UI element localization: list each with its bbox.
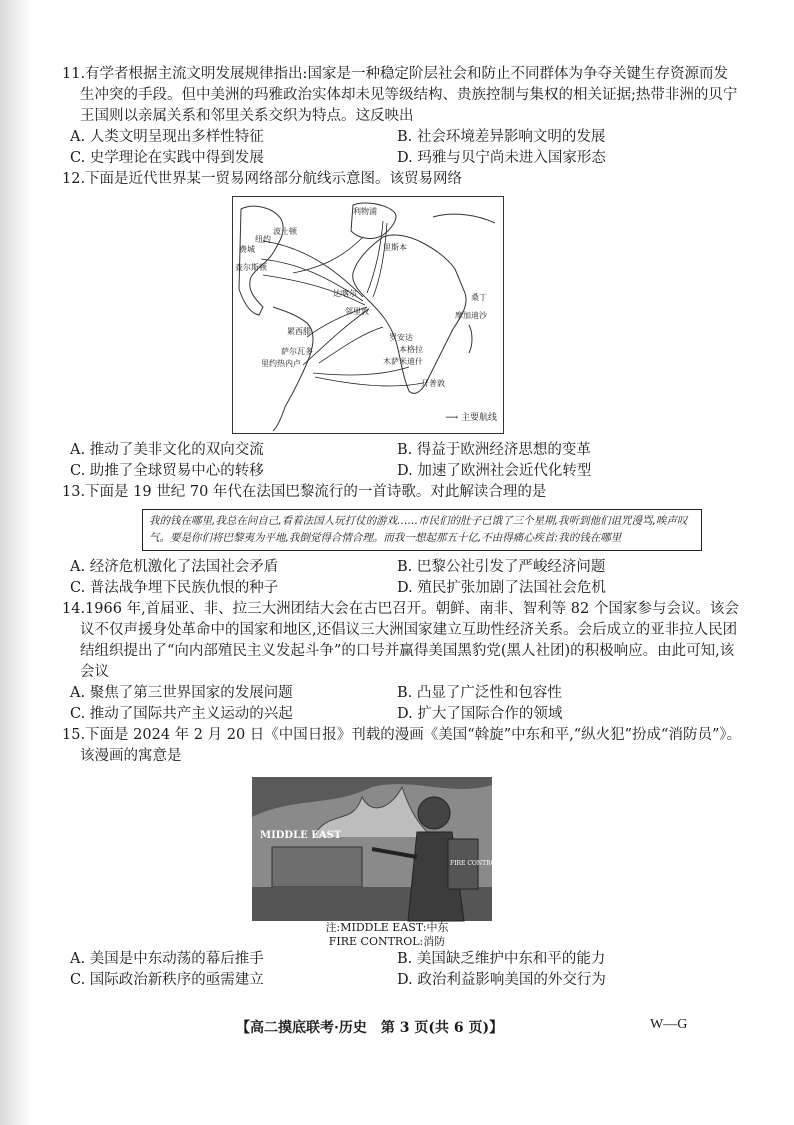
map-legend bbox=[445, 408, 497, 429]
map-label: 费城 bbox=[239, 245, 255, 254]
options bbox=[62, 127, 742, 169]
legend-label: 主要航线 bbox=[460, 413, 497, 423]
footer-code: W—G bbox=[650, 1017, 688, 1032]
question-13 bbox=[62, 482, 742, 599]
map-label: 本格拉 bbox=[399, 345, 423, 354]
map-label: 纽约 bbox=[255, 235, 271, 244]
option-a[interactable]: A. 人类文明呈现出多样性特征 bbox=[70, 129, 264, 145]
cartoon-label-middle-east: MIDDLE EAST bbox=[260, 830, 342, 841]
question-12 bbox=[62, 169, 742, 482]
cartoon-image bbox=[252, 777, 500, 921]
map-label: 罗安达 bbox=[389, 333, 413, 342]
map-label: 萨尔瓦多 bbox=[281, 347, 313, 356]
question-stem: 12.下面是近代世界某一贸易网络部分航线示意图。该贸易网络 bbox=[62, 171, 463, 187]
trade-route-map bbox=[232, 196, 504, 434]
question-15 bbox=[62, 725, 742, 991]
cartoon-drawing bbox=[252, 777, 492, 921]
arrow-icon: ⟶ bbox=[445, 413, 459, 423]
question-stem: 11.有学者根据主流文明发展规律指出:国家是一种稳定阶层社会和防止不同群体为争夺关键生存资源而发生冲突的手段。但中美洲的玛雅政治实体却未见等级结构、贵族控制与集权的相关证据;热带非洲的贝宁王国则以亲属关系和邻里关系交织为特点。这反映出 bbox=[62, 66, 738, 124]
question-14 bbox=[62, 599, 742, 725]
map-label: 里斯本 bbox=[383, 243, 407, 252]
option-b[interactable]: B. 凸显了广泛性和包容性 bbox=[397, 685, 562, 701]
footer-title: 【高二摸底联考·历史 第 3 页(共 6 页)】 bbox=[236, 1020, 504, 1036]
cartoon-note bbox=[32, 921, 742, 949]
option-a[interactable]: A. 聚焦了第三世界国家的发展问题 bbox=[70, 685, 293, 701]
option-c[interactable]: C. 助推了全球贸易中心的转移 bbox=[70, 463, 264, 479]
map-label: 累西腓 bbox=[287, 327, 311, 336]
map-label: 邻里敦 bbox=[345, 307, 369, 316]
question-content bbox=[62, 64, 742, 991]
option-d[interactable]: D. 玛雅与贝宁尚未进入国家形态 bbox=[397, 150, 606, 166]
map-label: 查尔斯顿 bbox=[235, 263, 267, 272]
option-a[interactable]: A. 推动了美非文化的双向交流 bbox=[70, 442, 264, 458]
map-label: 木萨米迪什 bbox=[383, 357, 423, 366]
option-d[interactable]: D. 政治利益影响美国的外交行为 bbox=[397, 972, 606, 988]
poem-box: 我的钱在哪里,我总在问自己,看着法国人玩打仗的游戏……市民们的肚子已饿了三个星期,我听到他们诅咒漫骂,唉声叹气。要是你们将巴黎夷为平地,我倒觉得合情合理。而我一想起那五十亿,不由得痛心疾首:我的钱在哪里 bbox=[142, 509, 702, 551]
option-b[interactable]: B. 得益于欧洲经济思想的变革 bbox=[397, 442, 591, 458]
option-a[interactable]: A. 经济危机激化了法国社会矛盾 bbox=[70, 559, 279, 575]
option-b[interactable]: B. 社会环境差异影响文明的发展 bbox=[397, 129, 606, 145]
options bbox=[62, 557, 742, 599]
map-label: 摩加迪沙 bbox=[455, 311, 487, 320]
options bbox=[62, 683, 742, 725]
option-d[interactable]: D. 扩大了国际合作的领域 bbox=[397, 706, 563, 722]
option-c[interactable]: C. 推动了国际共产主义运动的兴起 bbox=[70, 706, 293, 722]
option-b[interactable]: B. 巴黎公社引发了严峻经济问题 bbox=[397, 559, 606, 575]
map-label: 利物浦 bbox=[353, 207, 377, 216]
option-c[interactable]: C. 史学理论在实践中得到发展 bbox=[70, 150, 264, 166]
options bbox=[62, 440, 742, 482]
question-stem: 13.下面是 19 世纪 70 年代在法国巴黎流行的一首诗歌。对此解读合理的是 bbox=[62, 484, 547, 500]
map-label: 开普敦 bbox=[421, 379, 445, 388]
scan-edge bbox=[0, 0, 34, 1125]
options bbox=[62, 949, 742, 991]
question-stem: 14.1966 年,首届亚、非、拉三大洲团结大会在古巴召开。朝鲜、南非、智利等 82 个国家参与会议。该会议不仅声援身处革命中的国家和地区,还倡议三大洲国家建立互助性经济关系。会后成立的亚非拉人民团结组织提出了“向内部殖民主义发起斗争”的口号并赢得美国黑豹党(黑人社团)的积极响应。由此可知,该会议 bbox=[62, 601, 739, 680]
option-d[interactable]: D. 殖民扩张加剧了法国社会危机 bbox=[397, 580, 606, 596]
map-label: 波士顿 bbox=[273, 227, 297, 236]
map-label: 达喀尔 bbox=[333, 289, 357, 298]
question-stem: 15.下面是 2024 年 2 月 20 日《中国日报》刊载的漫画《美国“斡旋”中东和平,“纵火犯”扮成“消防员”》。该漫画的寓意是 bbox=[62, 727, 742, 764]
note-line-1: 注:MIDDLE EAST:中东 bbox=[325, 921, 449, 934]
option-c[interactable]: C. 普法战争埋下民族仇恨的种子 bbox=[70, 580, 279, 596]
option-a[interactable]: A. 美国是中东动荡的幕后推手 bbox=[70, 951, 264, 967]
cartoon-label-fire-control: FIRE CONTROL bbox=[450, 860, 500, 867]
map-label: 里约热内卢 bbox=[261, 359, 301, 368]
question-11 bbox=[62, 64, 742, 169]
option-c[interactable]: C. 国际政治新秩序的亟需建立 bbox=[70, 972, 264, 988]
note-line-2: FIRE CONTROL:消防 bbox=[328, 935, 446, 948]
option-d[interactable]: D. 加速了欧洲社会近代化转型 bbox=[397, 463, 592, 479]
option-b[interactable]: B. 美国缺乏维护中东和平的能力 bbox=[397, 951, 606, 967]
map-label: 桑丁 bbox=[471, 293, 487, 302]
